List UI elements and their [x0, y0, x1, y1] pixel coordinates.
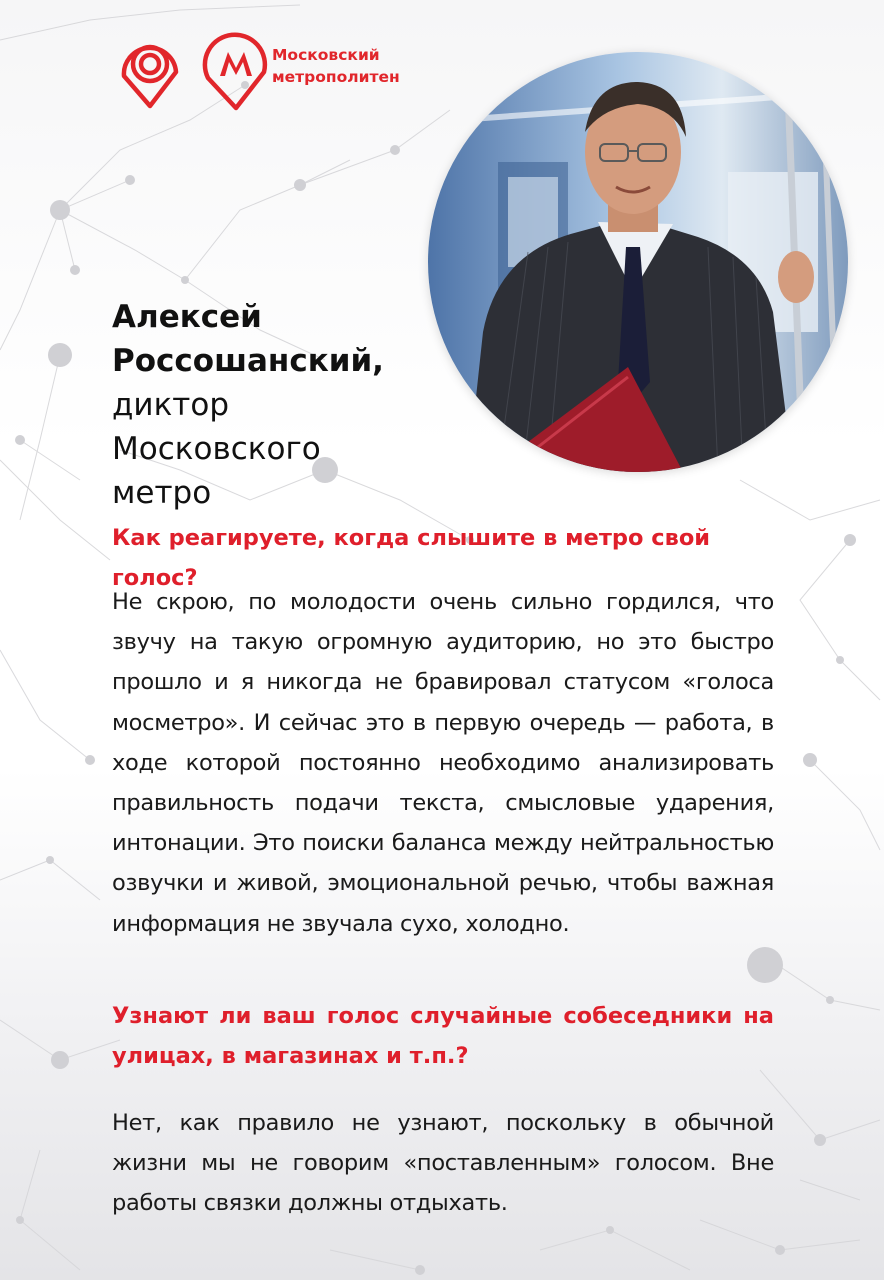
- brand-name: [272, 44, 400, 88]
- speaker-heading: [112, 295, 442, 515]
- question-2: Узнают ли ваш голос случайные собеседники на улицах, в магазинах и т.п.?: [112, 1003, 774, 1069]
- brand-name-line2: метрополитен: [272, 68, 400, 86]
- speaker-role-line1: диктор Московского: [112, 387, 321, 467]
- speaker-portrait: [428, 52, 848, 472]
- question-1: Как реагируете, когда слышите в метро свой голос?: [112, 525, 711, 591]
- speaker-name-line2: Россошанский,: [112, 343, 384, 379]
- answer-1: Не скрою, по молодости очень сильно гордился, что звучу на такую огромную аудиторию, но это быстро прошло и я никогда не бравировал статусом «голоса мосметро». И сейчас это в первую очередь — работа, в ходе которой постоянно необходимо анализировать правильность подачи текста, смысловые ударения, интонации. Это поиски баланса между нейтральностью озвучки и живой, эмоциональной речью, чтобы важная информация не звучала сухо, холодно.: [112, 589, 774, 937]
- answer-2: Нет, как правило не узнают, поскольку в обычной жизни мы не говорим «поставленным» голосом. Вне работы связки должны отдыхать.: [112, 1110, 774, 1217]
- portrait-photo-icon: [428, 52, 848, 472]
- speaker-role-line2: метро: [112, 475, 212, 511]
- moscow-transport-logo-icon: [124, 47, 176, 106]
- metro-m-logo-icon: [205, 35, 265, 108]
- brand-name-line1: Московский: [272, 46, 380, 64]
- speaker-name-line1: Алексей: [112, 299, 262, 335]
